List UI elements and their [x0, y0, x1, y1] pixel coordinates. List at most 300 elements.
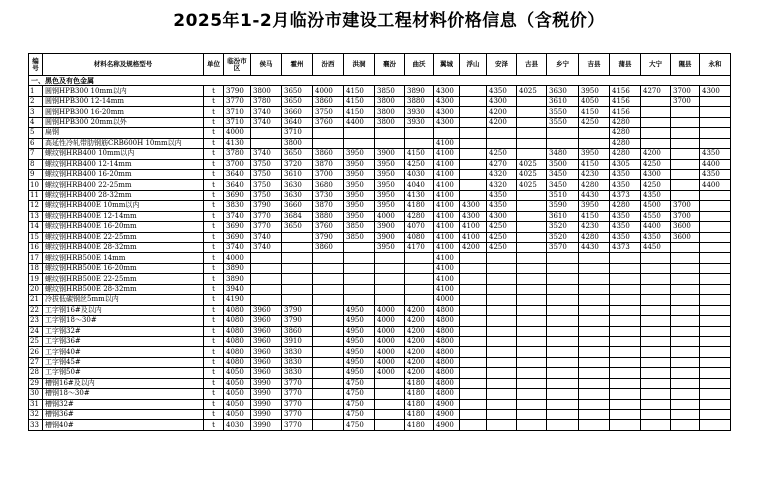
material-name: 槽钢40# [43, 420, 204, 430]
price-cell: 3990 [251, 399, 282, 409]
material-name: 螺纹钢HRB400E 12-14mm [43, 211, 204, 221]
price-cell [251, 128, 282, 138]
price-cell [579, 305, 610, 315]
price-cell: 3660 [282, 107, 313, 117]
price-cell: 4025 [517, 86, 547, 96]
price-cell: 3770 [282, 410, 313, 420]
price-cell [547, 420, 579, 430]
price-cell: 4150 [405, 149, 434, 159]
row-number: 10 [29, 180, 43, 190]
price-cell [517, 253, 547, 263]
column-header: 侯马 [251, 54, 282, 76]
price-cell [313, 305, 344, 315]
price-cell: 4350 [641, 232, 671, 242]
material-name: 槽钢16#及以内 [43, 378, 204, 388]
price-cell [579, 128, 610, 138]
price-cell [282, 263, 313, 273]
material-name: 槽钢18～30# [43, 389, 204, 399]
price-cell: 3950 [375, 201, 405, 211]
price-cell: 4150 [579, 211, 610, 221]
price-cell: 3740 [251, 117, 282, 127]
price-cell [579, 368, 610, 378]
price-cell [517, 222, 547, 232]
price-cell: 3640 [282, 117, 313, 127]
price-cell [517, 243, 547, 253]
price-cell [460, 316, 487, 326]
table-row [29, 232, 731, 242]
price-cell [313, 378, 344, 388]
price-cell: 4320 [487, 169, 517, 179]
price-cell [517, 211, 547, 221]
table-row [29, 368, 731, 378]
price-cell [251, 295, 282, 305]
price-cell: 3950 [375, 190, 405, 200]
price-cell: 3930 [405, 117, 434, 127]
category-row [29, 76, 731, 86]
table-row [29, 211, 731, 221]
price-cell: 4350 [487, 201, 517, 211]
price-cell: 4080 [224, 305, 251, 315]
table-body [29, 76, 731, 431]
row-number: 11 [29, 190, 43, 200]
price-cell: 4000 [313, 86, 344, 96]
price-cell: 3770 [282, 378, 313, 388]
column-header: 大宁 [641, 54, 671, 76]
price-cell [579, 410, 610, 420]
price-cell: 3770 [282, 420, 313, 430]
price-cell: 4950 [344, 357, 375, 367]
price-cell: 3850 [344, 232, 375, 242]
unit-cell: t [204, 368, 224, 378]
header-row [29, 54, 731, 76]
price-cell: 4030 [224, 420, 251, 430]
price-cell [671, 284, 700, 294]
price-cell [641, 410, 671, 420]
material-name: 高延性冷轧带肋钢筋CRB600H 10mm以内 [43, 138, 204, 148]
price-cell [517, 336, 547, 346]
price-cell [460, 253, 487, 263]
price-cell [700, 243, 731, 253]
price-cell [460, 117, 487, 127]
price-cell [671, 357, 700, 367]
unit-cell: t [204, 138, 224, 148]
column-header: 洪洞 [344, 54, 375, 76]
price-cell [700, 326, 731, 336]
unit-cell: t [204, 263, 224, 273]
row-number: 12 [29, 201, 43, 211]
price-cell [313, 263, 344, 273]
price-cell [671, 243, 700, 253]
price-cell [610, 420, 641, 430]
price-cell [700, 96, 731, 106]
price-cell [700, 190, 731, 200]
unit-cell: t [204, 316, 224, 326]
unit-cell: t [204, 232, 224, 242]
column-header: 蒲县 [610, 54, 641, 76]
price-cell [547, 410, 579, 420]
price-cell [641, 326, 671, 336]
table-row [29, 243, 731, 253]
price-cell: 3630 [547, 86, 579, 96]
price-cell [700, 222, 731, 232]
price-cell: 4750 [344, 399, 375, 409]
price-cell: 3950 [344, 190, 375, 200]
column-header: 单位 [204, 54, 224, 76]
price-cell [375, 128, 405, 138]
price-cell [405, 295, 434, 305]
unit-cell: t [204, 389, 224, 399]
row-number: 2 [29, 96, 43, 106]
price-cell: 4150 [344, 107, 375, 117]
table-row [29, 336, 731, 346]
price-cell: 3930 [405, 107, 434, 117]
price-cell: 3850 [344, 222, 375, 232]
price-cell [517, 201, 547, 211]
price-cell: 3680 [313, 180, 344, 190]
price-cell: 4950 [344, 368, 375, 378]
price-cell [579, 389, 610, 399]
unit-cell: t [204, 149, 224, 159]
price-cell: 3770 [282, 389, 313, 399]
price-cell: 4080 [224, 347, 251, 357]
price-cell [487, 274, 517, 284]
price-cell: 4270 [641, 86, 671, 96]
price-cell [313, 399, 344, 409]
price-cell [700, 232, 731, 242]
price-cell: 3630 [282, 190, 313, 200]
price-cell [487, 295, 517, 305]
price-cell: 3750 [251, 159, 282, 169]
price-cell [641, 253, 671, 263]
price-cell: 4200 [487, 117, 517, 127]
price-cell: 4170 [405, 243, 434, 253]
price-cell [610, 389, 641, 399]
price-cell: 4300 [700, 86, 731, 96]
price-cell: 4000 [224, 128, 251, 138]
price-cell [313, 284, 344, 294]
price-cell: 3800 [251, 86, 282, 96]
price-cell: 3640 [224, 169, 251, 179]
column-header: 材料名称及规格型号 [43, 54, 204, 76]
unit-cell: t [204, 180, 224, 190]
price-cell [375, 263, 405, 273]
price-cell: 3510 [547, 190, 579, 200]
price-cell: 4050 [579, 96, 610, 106]
price-cell [671, 180, 700, 190]
price-cell: 4200 [460, 243, 487, 253]
price-cell [517, 420, 547, 430]
price-cell: 4400 [344, 117, 375, 127]
price-cell [547, 128, 579, 138]
price-cell: 4300 [487, 96, 517, 106]
price-cell: 3960 [251, 357, 282, 367]
price-cell: 4250 [405, 159, 434, 169]
price-cell: 3790 [313, 232, 344, 242]
row-number: 7 [29, 149, 43, 159]
price-cell: 4350 [610, 232, 641, 242]
row-number: 8 [29, 159, 43, 169]
row-number: 33 [29, 420, 43, 430]
unit-cell: t [204, 211, 224, 221]
price-cell: 3780 [251, 96, 282, 106]
page-title: 2025年1-2月临汾市建设工程材料价格信息（含税价） [173, 11, 605, 31]
price-cell: 4900 [434, 410, 460, 420]
price-cell: 3770 [282, 399, 313, 409]
price-cell [517, 190, 547, 200]
row-number: 25 [29, 336, 43, 346]
price-cell: 4300 [434, 117, 460, 127]
price-cell [641, 96, 671, 106]
price-cell [460, 263, 487, 273]
price-cell: 4350 [487, 190, 517, 200]
price-cell: 4350 [700, 149, 731, 159]
price-cell [282, 274, 313, 284]
price-cell: 4100 [460, 232, 487, 242]
table-row [29, 410, 731, 420]
price-cell: 4270 [487, 159, 517, 169]
price-cell [579, 399, 610, 409]
price-cell [313, 138, 344, 148]
price-cell: 3720 [282, 159, 313, 169]
row-number: 23 [29, 316, 43, 326]
price-cell [517, 107, 547, 117]
price-cell [579, 378, 610, 388]
price-cell [700, 410, 731, 420]
price-cell: 3740 [251, 232, 282, 242]
price-cell [460, 128, 487, 138]
price-cell [610, 410, 641, 420]
column-header: 襄汾 [375, 54, 405, 76]
price-cell [460, 96, 487, 106]
price-cell [487, 128, 517, 138]
price-cell [641, 263, 671, 273]
column-header: 曲沃 [405, 54, 434, 76]
price-cell: 3610 [547, 211, 579, 221]
price-cell [517, 284, 547, 294]
price-cell [282, 232, 313, 242]
unit-cell: t [204, 253, 224, 263]
price-cell: 3950 [579, 149, 610, 159]
price-cell: 4300 [487, 211, 517, 221]
price-cell [313, 410, 344, 420]
price-cell: 4080 [224, 316, 251, 326]
price-cell: 4950 [344, 305, 375, 315]
row-number: 31 [29, 399, 43, 409]
price-cell: 3950 [579, 86, 610, 96]
category-label: 一、黑色及有色金属 [29, 76, 731, 86]
unit-cell: t [204, 243, 224, 253]
unit-cell: t [204, 117, 224, 127]
price-cell: 3830 [282, 347, 313, 357]
price-cell [610, 336, 641, 346]
price-cell [641, 336, 671, 346]
price-cell [460, 180, 487, 190]
price-cell: 3800 [375, 107, 405, 117]
price-cell [375, 138, 405, 148]
price-cell: 3860 [313, 243, 344, 253]
price-cell [375, 389, 405, 399]
price-cell: 3770 [224, 96, 251, 106]
table-row [29, 378, 731, 388]
price-cell [313, 274, 344, 284]
price-cell [517, 263, 547, 273]
price-cell: 4180 [405, 420, 434, 430]
price-cell: 4200 [487, 107, 517, 117]
table-row [29, 180, 731, 190]
price-cell [460, 295, 487, 305]
price-cell [517, 138, 547, 148]
material-name: 槽钢36# [43, 410, 204, 420]
table-row [29, 96, 731, 106]
price-cell: 4050 [224, 410, 251, 420]
price-cell: 4150 [344, 96, 375, 106]
price-cell [641, 274, 671, 284]
price-cell: 4000 [375, 305, 405, 315]
price-cell: 4150 [344, 86, 375, 96]
price-cell [460, 420, 487, 430]
price-cell: 3500 [547, 159, 579, 169]
price-cell [671, 378, 700, 388]
price-cell [547, 389, 579, 399]
table-row [29, 190, 731, 200]
price-cell: 3610 [282, 169, 313, 179]
material-name: 圆钢HPB300 10mm以内 [43, 86, 204, 96]
unit-cell: t [204, 420, 224, 430]
price-cell: 3990 [251, 378, 282, 388]
price-cell [700, 201, 731, 211]
price-cell [610, 326, 641, 336]
price-cell [610, 305, 641, 315]
price-cell [517, 410, 547, 420]
price-cell [375, 420, 405, 430]
price-cell [671, 316, 700, 326]
price-cell [517, 96, 547, 106]
price-cell [700, 336, 731, 346]
table-row [29, 284, 731, 294]
price-cell [547, 274, 579, 284]
table-row [29, 201, 731, 211]
table-row [29, 389, 731, 399]
unit-cell: t [204, 410, 224, 420]
price-cell [579, 138, 610, 148]
price-cell: 4100 [434, 243, 460, 253]
price-cell: 4300 [434, 96, 460, 106]
price-cell [460, 389, 487, 399]
row-number: 18 [29, 263, 43, 273]
price-cell [375, 378, 405, 388]
price-cell: 4800 [434, 389, 460, 399]
price-cell: 4400 [700, 159, 731, 169]
price-cell [641, 128, 671, 138]
price-cell [610, 399, 641, 409]
price-cell: 3900 [375, 222, 405, 232]
table-row [29, 117, 731, 127]
column-header: 浮山 [460, 54, 487, 76]
row-number: 4 [29, 117, 43, 127]
price-cell [251, 263, 282, 273]
price-cell [641, 138, 671, 148]
price-cell: 4300 [460, 211, 487, 221]
price-cell [700, 420, 731, 430]
material-name: 螺纹钢HRB400E 22-25mm [43, 232, 204, 242]
price-cell: 4050 [224, 368, 251, 378]
price-cell: 4800 [434, 316, 460, 326]
material-name: 圆钢HPB300 20mm以外 [43, 117, 204, 127]
price-cell: 3650 [282, 149, 313, 159]
price-cell [671, 326, 700, 336]
price-cell [641, 284, 671, 294]
price-cell: 3800 [375, 96, 405, 106]
price-cell: 3640 [224, 180, 251, 190]
price-cell [579, 326, 610, 336]
price-cell: 3960 [251, 305, 282, 315]
price-cell: 4430 [579, 190, 610, 200]
price-cell: 3650 [282, 86, 313, 96]
price-cell: 3520 [547, 222, 579, 232]
row-number: 26 [29, 347, 43, 357]
price-cell [487, 284, 517, 294]
price-cell: 3830 [282, 368, 313, 378]
price-cell: 4400 [641, 222, 671, 232]
table-row [29, 305, 731, 315]
price-cell: 4800 [434, 305, 460, 315]
price-cell [700, 284, 731, 294]
price-cell: 4000 [375, 368, 405, 378]
price-cell [700, 138, 731, 148]
price-cell [700, 368, 731, 378]
price-cell: 3700 [671, 211, 700, 221]
row-number: 13 [29, 211, 43, 221]
price-cell: 4190 [224, 295, 251, 305]
price-cell [313, 316, 344, 326]
price-cell [610, 378, 641, 388]
price-cell [671, 263, 700, 273]
price-cell: 3950 [344, 211, 375, 221]
table-row [29, 86, 731, 96]
price-cell: 4180 [405, 410, 434, 420]
price-cell: 4950 [344, 336, 375, 346]
price-cell: 4280 [610, 149, 641, 159]
price-cell: 3860 [313, 96, 344, 106]
price-cell: 4130 [405, 190, 434, 200]
row-number: 1 [29, 86, 43, 96]
price-cell [487, 326, 517, 336]
price-cell [610, 263, 641, 273]
price-cell [517, 295, 547, 305]
price-cell: 4100 [434, 274, 460, 284]
price-cell [641, 347, 671, 357]
material-name: 圆钢HPB300 16-20mm [43, 107, 204, 117]
price-cell: 3690 [224, 190, 251, 200]
price-cell: 4373 [610, 190, 641, 200]
price-cell [641, 399, 671, 409]
column-header: 永和 [700, 54, 731, 76]
price-cell [517, 378, 547, 388]
price-cell [547, 253, 579, 263]
price-cell: 4100 [460, 222, 487, 232]
price-cell: 4373 [610, 243, 641, 253]
price-cell: 4300 [434, 107, 460, 117]
price-cell: 3550 [547, 117, 579, 127]
price-cell: 3960 [251, 336, 282, 346]
price-cell: 3740 [224, 211, 251, 221]
price-cell [460, 86, 487, 96]
price-cell: 4180 [405, 389, 434, 399]
price-cell [671, 159, 700, 169]
price-cell: 4550 [641, 211, 671, 221]
price-cell [610, 274, 641, 284]
price-cell: 4400 [700, 180, 731, 190]
